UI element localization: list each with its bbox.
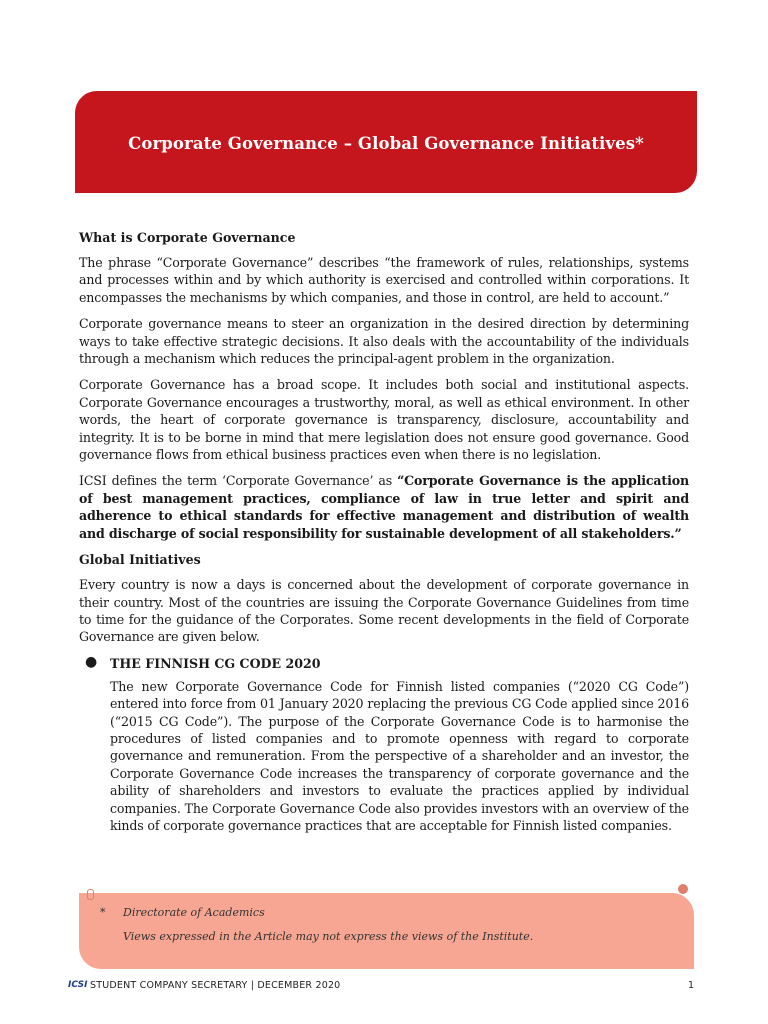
section-heading-what-is-cg: What is Corporate Governance [79,230,296,245]
article-body [79,229,689,843]
footnote-marker: * [100,906,106,919]
paragraph: Every country is now a days is concerned about the development of corporate governance in their country. Most of the countries are issuing the Corporate Governance Guidelines from time to time for the guidance of the Corporates. Some recent developments in the field of Corporate Governance are given below. [79,577,689,645]
footnote-disclaimer: Views expressed in the Article may not express the views of the Institute. [123,930,534,943]
bullet-title: THE FINNISH CG CODE 2020 [110,655,321,671]
footnote-box [79,893,694,969]
section-heading-global-initiatives: Global Initiatives [79,552,201,568]
footnote-author: Directorate of Academics [123,906,265,919]
bullet-paragraph: The new Corporate Governance Code for Finnish listed companies (“2020 CG Code”) entered into force from 01 January 2020 replacing the previous CG Code applied since 2016 (“2015 CG Code”). The purpose of the Corporate Governance Code is to harmonise the procedures of listed companies and to promote openness with regard to corporate governance and remuneration. From the perspective of a shareholder and an investor, the Corporate Governance Code increases the transparency of corporate governance and the ability of shareholders and investors to evaluate the practices applied by individual companies. The Corporate Governance Code also provides investors with an overview of the kinds of corporate governance practices that are acceptable for Finnish listed companies. [110,678,689,833]
bullet-icon: ● [85,653,98,670]
paragraph: Corporate governance means to steer an organization in the desired direction by determining ways to take effective strategic decisions. It also deals with the accountability of the individuals through a mechanism which reduces the principal-agent problem in the organization. [79,316,689,367]
paragraph: Corporate Governance has a broad scope. It includes both social and institutional aspects. Corporate Governance encourages a trustworthy, moral, as well as ethical environment. In other words, the heart of corporate governance is transparency, disclosure, accountability and integrity. It is to be borne in mind that mere legislation does not ensure good governance. Good governance flows from ethical business practices even when there is no legislation. [79,377,689,463]
icsi-logo: ICSI [68,980,88,990]
title-banner [75,91,697,193]
definition-quote: “Corporate Governance is the application of best management practices, compliance of law in true letter and spirit and adherence to ethical standards for effective management and distribution of wealth and discharge of social responsibility for sustainable development of all stakeholders.” [79,473,689,541]
ring-icon [87,889,94,900]
footer-publication: STUDENT COMPANY SECRETARY | DECEMBER 2020 [90,980,341,991]
bullet-item [79,655,689,672]
definition-intro: ICSI defines the term ‘Corporate Governance’ as [79,473,398,489]
dot-icon [678,884,688,894]
page-footer [68,979,694,995]
page-title: Corporate Governance – Global Governance Initiatives* [128,133,644,153]
paragraph: The phrase “Corporate Governance” describes “the framework of rules, relationships, systems and processes within and by which authority is exercised and controlled within corporations. It encompasses the mechanisms by which companies, and those in control, are held to account.” [79,255,689,305]
paragraph-icsi-definition [79,472,689,542]
page-number: 1 [687,980,694,991]
